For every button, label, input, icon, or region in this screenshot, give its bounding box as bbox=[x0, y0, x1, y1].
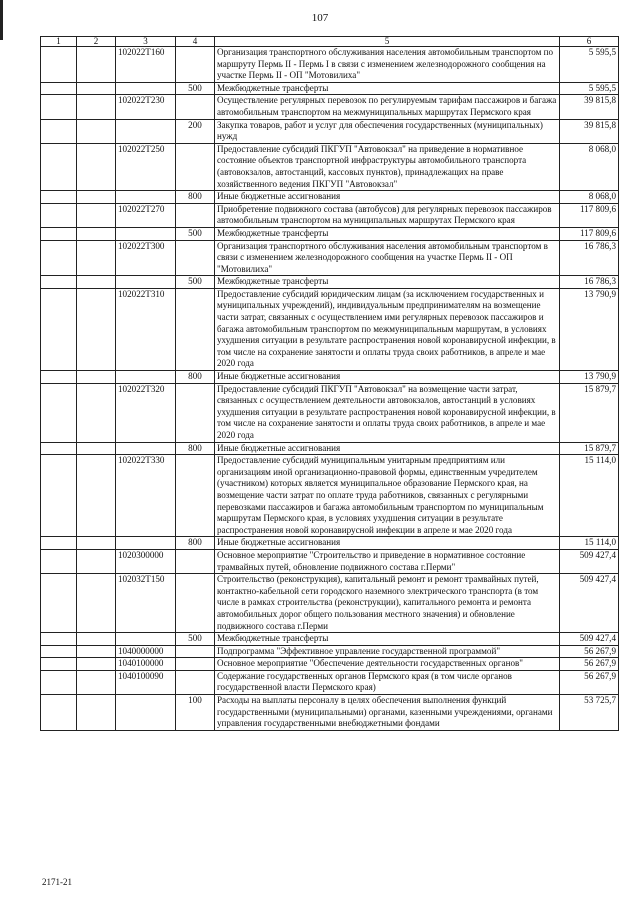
item-name-cell: Основное мероприятие "Обеспечение деятельности государственных органов" bbox=[215, 658, 560, 671]
table-row bbox=[41, 191, 619, 204]
header-col-5: 5 bbox=[215, 37, 560, 47]
amount-cell: 39 815,8 bbox=[560, 119, 619, 143]
amount-cell: 56 267,9 bbox=[560, 658, 619, 671]
amount-cell: 5 595,5 bbox=[560, 82, 619, 95]
cell-col-1 bbox=[41, 240, 77, 276]
table-row bbox=[41, 537, 619, 550]
target-code-cell: 102022T310 bbox=[116, 288, 176, 370]
cell-col-1 bbox=[41, 442, 77, 455]
table-row bbox=[41, 143, 619, 190]
item-name-cell: Иные бюджетные ассигнования bbox=[215, 191, 560, 204]
item-name-cell: Расходы на выплаты персоналу в целях обеспечения выполнения функций государственными (муниципальными) органами, казенными учреждениями, органами управления государственными внебюджетными фондами bbox=[215, 695, 560, 731]
target-code-cell: 102022T270 bbox=[116, 203, 176, 227]
cell-col-1 bbox=[41, 143, 77, 190]
expense-type-cell: 800 bbox=[176, 371, 215, 384]
amount-cell: 5 595,5 bbox=[560, 47, 619, 83]
table-row bbox=[41, 455, 619, 537]
table-row bbox=[41, 47, 619, 83]
table-row bbox=[41, 442, 619, 455]
target-code-cell: 102022T160 bbox=[116, 47, 176, 83]
page-number: 107 bbox=[311, 12, 329, 24]
cell-col-2 bbox=[77, 537, 116, 550]
table-row bbox=[41, 95, 619, 119]
target-code-cell: 102022T300 bbox=[116, 240, 176, 276]
cell-col-1 bbox=[41, 119, 77, 143]
cell-col-1 bbox=[41, 276, 77, 289]
expense-type-cell bbox=[176, 670, 215, 694]
expense-type-cell: 500 bbox=[176, 82, 215, 95]
table-row bbox=[41, 658, 619, 671]
cell-col-2 bbox=[77, 658, 116, 671]
item-name-cell: Иные бюджетные ассигнования bbox=[215, 537, 560, 550]
amount-cell: 15 879,7 bbox=[560, 442, 619, 455]
cell-col-2 bbox=[77, 645, 116, 658]
expense-type-cell: 200 bbox=[176, 119, 215, 143]
cell-col-1 bbox=[41, 574, 77, 633]
cell-col-2 bbox=[77, 240, 116, 276]
cell-col-2 bbox=[77, 143, 116, 190]
expense-type-cell: 100 bbox=[176, 695, 215, 731]
amount-cell: 16 786,3 bbox=[560, 240, 619, 276]
item-name-cell: Приобретение подвижного состава (автобусов) для регулярных перевозок пассажиров автомобильным транспортом на муниципальных маршрутах Пермского края bbox=[215, 203, 560, 227]
cell-col-1 bbox=[41, 47, 77, 83]
amount-cell: 56 267,9 bbox=[560, 645, 619, 658]
target-code-cell bbox=[116, 537, 176, 550]
target-code-cell bbox=[116, 191, 176, 204]
expense-type-cell bbox=[176, 645, 215, 658]
expense-type-cell bbox=[176, 95, 215, 119]
table-row bbox=[41, 695, 619, 731]
expense-type-cell: 800 bbox=[176, 191, 215, 204]
target-code-cell: 1040100090 bbox=[116, 670, 176, 694]
amount-cell: 15 114,0 bbox=[560, 455, 619, 537]
expense-type-cell bbox=[176, 383, 215, 442]
amount-cell: 8 068,0 bbox=[560, 191, 619, 204]
amount-cell: 15 114,0 bbox=[560, 537, 619, 550]
cell-col-1 bbox=[41, 383, 77, 442]
table-row bbox=[41, 645, 619, 658]
cell-col-1 bbox=[41, 455, 77, 537]
header-col-2: 2 bbox=[77, 37, 116, 47]
expense-type-cell: 800 bbox=[176, 442, 215, 455]
cell-col-2 bbox=[77, 47, 116, 83]
target-code-cell bbox=[116, 119, 176, 143]
table-row bbox=[41, 670, 619, 694]
target-code-cell: 102022T320 bbox=[116, 383, 176, 442]
item-name-cell: Межбюджетные трансферты bbox=[215, 227, 560, 240]
table-row bbox=[41, 82, 619, 95]
header-col-4: 4 bbox=[176, 37, 215, 47]
cell-col-2 bbox=[77, 455, 116, 537]
target-code-cell: 102032T150 bbox=[116, 574, 176, 633]
amount-cell: 509 427,4 bbox=[560, 633, 619, 646]
target-code-cell bbox=[116, 276, 176, 289]
cell-col-2 bbox=[77, 203, 116, 227]
item-name-cell: Строительство (реконструкция), капитальный ремонт и ремонт трамвайных путей, контактно-кабельной сети городского наземного электрического транспорта (в том числе в рамках строительства (реконструкции), капитального ремонта и ремонта автомобильных дорог общего пользования местного значения) и обновление подвижного состава г.Перми bbox=[215, 574, 560, 633]
cell-col-2 bbox=[77, 371, 116, 384]
amount-cell: 117 809,6 bbox=[560, 203, 619, 227]
cell-col-1 bbox=[41, 95, 77, 119]
table-row bbox=[41, 371, 619, 384]
item-name-cell: Организация транспортного обслуживания населения автомобильным транспортом по маршруту Пермь II - Пермь I в связи с изменением железнодорожного сообщения на участке Пермь II - ОП "Мотовилиха" bbox=[215, 47, 560, 83]
cell-col-2 bbox=[77, 670, 116, 694]
cell-col-1 bbox=[41, 658, 77, 671]
cell-col-2 bbox=[77, 227, 116, 240]
amount-cell: 509 427,4 bbox=[560, 549, 619, 573]
table-row bbox=[41, 276, 619, 289]
amount-cell: 56 267,9 bbox=[560, 670, 619, 694]
target-code-cell: 102022T230 bbox=[116, 95, 176, 119]
item-name-cell: Организация транспортного обслуживания населения автомобильным транспортом в связи с изменением железнодорожного сообщения на участке Пермь II - ОП "Мотовилиха" bbox=[215, 240, 560, 276]
item-name-cell: Закупка товаров, работ и услуг для обеспечения государственных (муниципальных) нужд bbox=[215, 119, 560, 143]
target-code-cell bbox=[116, 442, 176, 455]
target-code-cell bbox=[116, 633, 176, 646]
item-name-cell: Содержание государственных органов Пермского края (в том числе органов государственной власти Пермского края) bbox=[215, 670, 560, 694]
expense-type-cell bbox=[176, 143, 215, 190]
target-code-cell bbox=[116, 695, 176, 731]
expense-type-cell bbox=[176, 240, 215, 276]
header-col-6: 6 bbox=[560, 37, 619, 47]
table-row bbox=[41, 203, 619, 227]
table-row bbox=[41, 288, 619, 370]
cell-col-2 bbox=[77, 276, 116, 289]
item-name-cell: Подпрограмма "Эффективное управление государственной программой" bbox=[215, 645, 560, 658]
expense-type-cell: 500 bbox=[176, 633, 215, 646]
amount-cell: 39 815,8 bbox=[560, 95, 619, 119]
table-row bbox=[41, 574, 619, 633]
expense-type-cell: 500 bbox=[176, 276, 215, 289]
cell-col-2 bbox=[77, 695, 116, 731]
item-name-cell: Предоставление субсидий муниципальным унитарным предприятиям или организациям иной организационно-правовой формы, единственным учредителем (участником) которых является муниципальное образование Пермского края, на возмещение части затрат по оплате труда работников, связанных с регулярными перевозками пассажиров и багажа автомобильным транспортом по муниципальным маршрутам Пермского края, в условиях ухудшения ситуации в результате распространения новой коронавирусной инфекции в апреле и мае 2020 года bbox=[215, 455, 560, 537]
amount-cell: 8 068,0 bbox=[560, 143, 619, 190]
cell-col-2 bbox=[77, 119, 116, 143]
cell-col-2 bbox=[77, 288, 116, 370]
amount-cell: 509 427,4 bbox=[560, 574, 619, 633]
cell-col-1 bbox=[41, 670, 77, 694]
cell-col-1 bbox=[41, 537, 77, 550]
cell-col-1 bbox=[41, 695, 77, 731]
budget-table bbox=[40, 36, 619, 731]
cell-col-1 bbox=[41, 633, 77, 646]
cell-col-2 bbox=[77, 549, 116, 573]
document-code-footer: 2171-21 bbox=[42, 877, 72, 887]
expense-type-cell: 500 bbox=[176, 227, 215, 240]
expense-type-cell bbox=[176, 658, 215, 671]
expense-type-cell bbox=[176, 47, 215, 83]
cell-col-1 bbox=[41, 549, 77, 573]
expense-type-cell bbox=[176, 455, 215, 537]
item-name-cell: Предоставление субсидий ПКГУП "Автовокзал" на приведение в нормативное состояние объектов транспортной инфраструктуры автомобильного транспорта (автовокзалов, автостанций, кассовых пунктов), принадлежащих на праве хозяйственного ведения ПКГУП "Автовокзал" bbox=[215, 143, 560, 190]
amount-cell: 117 809,6 bbox=[560, 227, 619, 240]
item-name-cell: Межбюджетные трансферты bbox=[215, 633, 560, 646]
table-header-row bbox=[41, 37, 619, 47]
cell-col-2 bbox=[77, 442, 116, 455]
target-code-cell: 1020300000 bbox=[116, 549, 176, 573]
expense-type-cell bbox=[176, 549, 215, 573]
item-name-cell: Иные бюджетные ассигнования bbox=[215, 442, 560, 455]
cell-col-1 bbox=[41, 203, 77, 227]
cell-col-2 bbox=[77, 82, 116, 95]
expense-type-cell bbox=[176, 203, 215, 227]
target-code-cell: 1040100000 bbox=[116, 658, 176, 671]
item-name-cell: Осуществление регулярных перевозок по регулируемым тарифам пассажиров и багажа автомобильным транспортом на межмуниципальных маршрутах Пермского края bbox=[215, 95, 560, 119]
cell-col-2 bbox=[77, 191, 116, 204]
table-row bbox=[41, 383, 619, 442]
target-code-cell bbox=[116, 371, 176, 384]
table-row bbox=[41, 240, 619, 276]
cell-col-1 bbox=[41, 191, 77, 204]
item-name-cell: Межбюджетные трансферты bbox=[215, 82, 560, 95]
amount-cell: 53 725,7 bbox=[560, 695, 619, 731]
item-name-cell: Иные бюджетные ассигнования bbox=[215, 371, 560, 384]
target-code-cell bbox=[116, 227, 176, 240]
table-row bbox=[41, 633, 619, 646]
cell-col-2 bbox=[77, 383, 116, 442]
cell-col-1 bbox=[41, 288, 77, 370]
cell-col-1 bbox=[41, 82, 77, 95]
cell-col-2 bbox=[77, 574, 116, 633]
item-name-cell: Межбюджетные трансферты bbox=[215, 276, 560, 289]
expense-type-cell bbox=[176, 574, 215, 633]
table-row bbox=[41, 549, 619, 573]
amount-cell: 16 786,3 bbox=[560, 276, 619, 289]
cell-col-1 bbox=[41, 371, 77, 384]
cell-col-2 bbox=[77, 633, 116, 646]
amount-cell: 13 790,9 bbox=[560, 288, 619, 370]
amount-cell: 13 790,9 bbox=[560, 371, 619, 384]
target-code-cell bbox=[116, 82, 176, 95]
target-code-cell: 1040000000 bbox=[116, 645, 176, 658]
cell-col-1 bbox=[41, 227, 77, 240]
target-code-cell: 102022T330 bbox=[116, 455, 176, 537]
table-row bbox=[41, 119, 619, 143]
table-row bbox=[41, 227, 619, 240]
header-col-1: 1 bbox=[41, 37, 77, 47]
item-name-cell: Предоставление субсидий ПКГУП "Автовокзал" на возмещение части затрат, связанных с осуществлением деятельности автовокзалов, автостанций в условиях ухудшения ситуации в результате распространения новой коронавирусной инфекции, в том числе на сохранение занятости и оплаты труда своих работников, в апреле и мае 2020 года bbox=[215, 383, 560, 442]
cell-col-2 bbox=[77, 95, 116, 119]
item-name-cell: Предоставление субсидий юридическим лицам (за исключением государственных и муниципальных учреждений), индивидуальным предпринимателям на возмещение части затрат, связанных с осуществлением ими регулярных перевозок пассажиров и багажа автомобильным транспортом по межмуниципальным маршрутам, в условиях ухудшения ситуации в результате распространения новой коронавирусной инфекции, в том числе на сохранение занятости и оплаты труда своих работников, в апреле и мае 2020 года bbox=[215, 288, 560, 370]
target-code-cell: 102022T250 bbox=[116, 143, 176, 190]
amount-cell: 15 879,7 bbox=[560, 383, 619, 442]
cell-col-1 bbox=[41, 645, 77, 658]
item-name-cell: Основное мероприятие "Строительство и приведение в нормативное состояние трамвайных путей, обновление подвижного состава г.Перми" bbox=[215, 549, 560, 573]
expense-type-cell: 800 bbox=[176, 537, 215, 550]
expense-type-cell bbox=[176, 288, 215, 370]
header-col-3: 3 bbox=[116, 37, 176, 47]
